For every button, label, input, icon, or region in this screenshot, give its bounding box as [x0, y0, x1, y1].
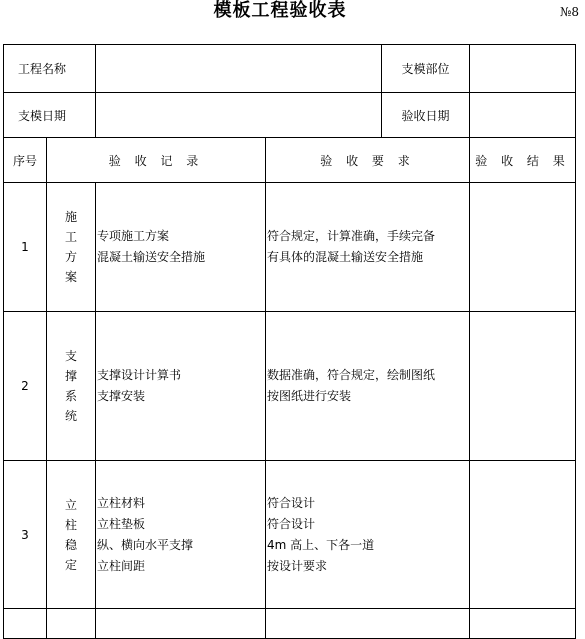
record-item: 支撑安装	[97, 389, 146, 403]
row-result-field[interactable]	[470, 183, 576, 312]
row-seq: 1	[4, 183, 47, 312]
row-records	[96, 312, 266, 461]
requirement-item: 符合设计	[267, 516, 316, 531]
table-row	[4, 183, 576, 312]
row-requirements	[266, 312, 470, 461]
row-seq	[4, 609, 47, 639]
project-name-label: 工程名称	[4, 45, 96, 93]
support-location-field[interactable]	[470, 45, 576, 93]
document-number: №8	[560, 5, 579, 19]
row-result-field[interactable]	[470, 609, 576, 639]
record-item: 专项施工方案	[97, 229, 170, 243]
requirement-item: 符合设计	[267, 495, 316, 510]
requirement-item: 按图纸进行安装	[267, 389, 352, 403]
table-row-partial	[4, 609, 576, 639]
row-seq: 2	[4, 312, 47, 461]
row-records	[96, 461, 266, 609]
record-item: 纵、横向水平支撑	[97, 537, 194, 552]
requirement-item: 数据准确，符合规定，绘制图纸	[267, 368, 436, 382]
record-item: 支撑设计计算书	[97, 368, 182, 382]
support-date-field[interactable]	[96, 93, 382, 138]
row-category	[47, 609, 96, 639]
row-category-text: 立柱稳定	[64, 497, 77, 572]
support-location-label: 支模部位	[382, 45, 470, 93]
row-requirements	[266, 183, 470, 312]
acceptance-form-table	[3, 44, 576, 639]
requirement-item: 4m 高上、下各一道	[267, 537, 375, 552]
requirement-item: 按设计要求	[267, 558, 328, 573]
header-record: 验 收 记 录	[47, 138, 266, 183]
support-date-label: 支模日期	[4, 93, 96, 138]
requirement-item: 符合规定，计算准确，手续完备	[267, 229, 436, 243]
row-requirements	[266, 609, 470, 639]
row-result-field[interactable]	[470, 461, 576, 609]
project-name-field[interactable]	[96, 45, 382, 93]
record-item: 立柱间距	[97, 558, 146, 573]
row-seq: 3	[4, 461, 47, 609]
row-result-field[interactable]	[470, 312, 576, 461]
table-row	[4, 461, 576, 609]
row-records	[96, 609, 266, 639]
row-category	[47, 461, 96, 609]
requirement-item: 有具体的混凝土输送安全措施	[267, 250, 424, 264]
header-seq: 序号	[4, 138, 47, 183]
row-category	[47, 312, 96, 461]
record-item: 立柱垫板	[97, 516, 146, 531]
record-item: 混凝土输送安全措施	[97, 250, 206, 264]
header-result: 验 收 结 果	[470, 138, 576, 183]
document-title: 模板工程验收表	[213, 0, 347, 21]
row-requirements	[266, 461, 470, 609]
info-row-dates	[4, 93, 576, 138]
inspection-date-field[interactable]	[470, 93, 576, 138]
row-records	[96, 183, 266, 312]
row-category	[47, 183, 96, 312]
info-row-project	[4, 45, 576, 93]
record-item: 立柱材料	[97, 495, 146, 510]
header-requirement: 验 收 要 求	[266, 138, 470, 183]
row-category-text: 施工方案	[64, 210, 77, 284]
inspection-date-label: 验收日期	[382, 93, 470, 138]
table-row	[4, 312, 576, 461]
row-category-text: 支撑系统	[64, 349, 77, 423]
column-header-row	[4, 138, 576, 183]
